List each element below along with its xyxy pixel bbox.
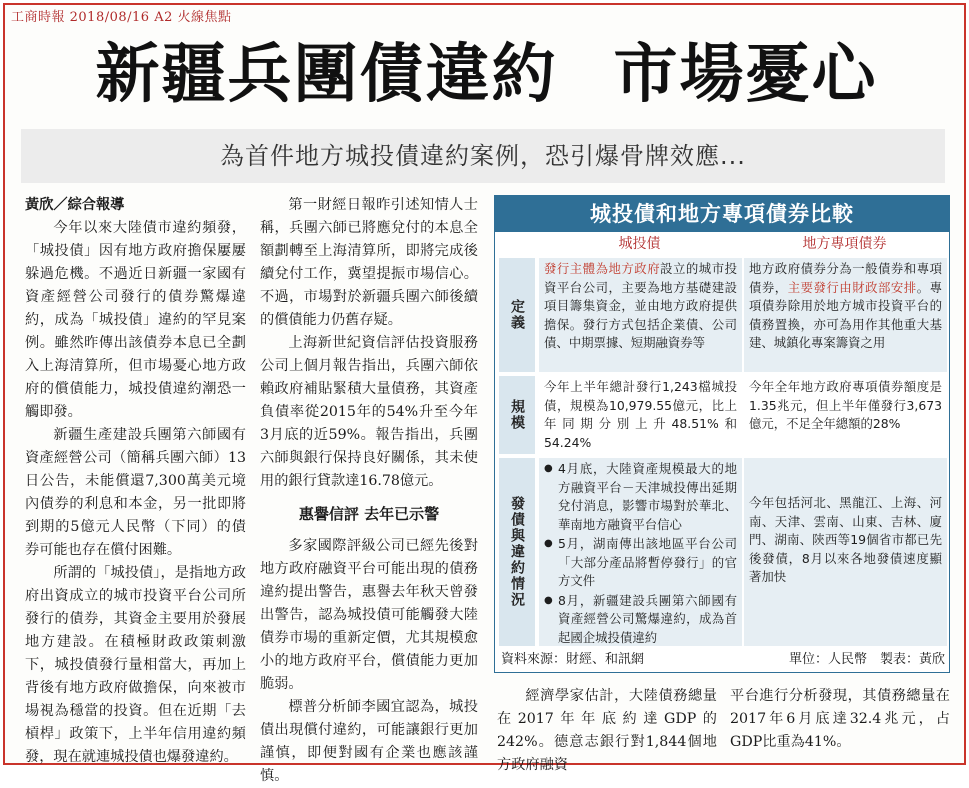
table-credit: 單位：人民幣 製表：黃欣 — [788, 652, 945, 667]
paragraph: 新疆生產建設兵團第六師國有資產經營公司（簡稱兵團六師）13日公告，未能償還7,300萬美元境內債券的利息和本金，另一批即將到期的5億元人民幣（下同）的債券可能也存在償付困難。 — [25, 427, 246, 558]
paragraph: 所謂的「城投債」，是指地方政府出資成立的城市投資平台公司所發行的債券，其資金主要用於發展地方建設。在積極財政政策刺激下，城投債發行量相當大，再加上背後有地方政府做擔保，向來被市場視為穩當的投資。但在近期「去槓桿」政策下，上半年信用違約頻發，現在就連城投債也爆發違約。 — [25, 565, 246, 765]
cell-text: 設立的城市投資平台公司，主要為地方基礎建設項目籌集資金，並由地方政府提供擔保。發行方式包括企業債、公司債、中期票據、短期融資券等 — [544, 261, 738, 350]
paragraph: 今年以來大陸債市違約頻發，「城投債」因有地方政府擔保屢屢躲過危機。不過近日新疆一家國有資產經營公司發行的債券驚爆違約，成為「城投債」違約的罕見案例。雖然昨傳出該債券本息已全劃入上海清算所，但市場憂心地方政府的償債能力，城投債違約潮恐一觸即發。 — [25, 220, 246, 420]
highlight-text: 發行主體為地方政府 — [544, 261, 661, 276]
paragraph: 第一財經日報昨引述知情人士稱，兵團六師已將應兌付的本息全額劃轉至上海清算所，即將完成後續兌付工作，冀望提振市場信心。不過，市場對於新疆兵團六師後續的償債能力仍舊存疑。 — [260, 197, 478, 328]
column-header-chengtou: 城投債 — [618, 236, 661, 252]
article-column-1 — [25, 194, 246, 769]
byline: 黃欣／綜合報導 — [25, 197, 125, 213]
list-item: ● 4月底，大陸資產規模最大的地方融資平台－天津城投傳出延期兌付消息，影響市場對於華北、華南地方融資平台信心 — [544, 460, 737, 534]
list-item: ● 5月，湖南傳出該地區平台公司「大部分產品將暫停發行」的官方文件 — [544, 535, 737, 591]
comparison-table — [494, 195, 950, 673]
situation-cell-chengtou — [539, 458, 742, 646]
list-item: ● 8月，新疆建設兵團第六師國有資產經營公司驚爆違約，成為首起國企城投債違約 — [544, 592, 737, 648]
paragraph: 經濟學家估計，大陸債務總量在2017年年底約達GDP的242%。德意志銀行對1,844個地方政府融資 — [497, 688, 717, 773]
situation-cell-special-bond: 今年包括河北、黑龍江、上海、河南、天津、雲南、山東、吉林、廈門、湖南、陝西等19個省市都已先後發債，8月以來各地發債速度顯著加快 — [744, 458, 947, 646]
subhead-band — [21, 129, 945, 183]
paragraph: 上海新世紀資信評估投資服務公司上個月報告指出，兵團六師依賴政府補貼緊積大量債務，其資產負債率從2015年的54%升至今年3月底的近59%。報告指出，兵團六師與銀行保持良好關係，其未使用的銀行貸款達16.78億元。 — [260, 335, 478, 489]
column-header-special-bond: 地方專項債券 — [802, 236, 887, 252]
highlight-text: 主要發行由財政部安排 — [787, 279, 917, 295]
cell-text: 。專項債券除用於地方城市投資平台的債務置換，亦可為用作其他重大基建、城鎮化專案籌資之用 — [749, 279, 943, 350]
source-line: 工商時報 2018/08/16 A2 火線焦點 — [11, 10, 232, 25]
cell-text: 地方政府債券分為一般債券和專項債券， — [749, 261, 942, 295]
table-title: 城投債和地方專項債券比較 — [495, 196, 949, 232]
scale-cell-chengtou: 今年上半年總計發行1,243檔城投債，規模為10,979.55億元，比上年同期分別上升48.51%和54.24% — [544, 379, 737, 450]
row-label-situation: 發債與違約情況 — [499, 458, 535, 646]
subhead: 為首件地方城投債違約案例，恐引爆骨牌效應... — [220, 142, 746, 170]
headline-part1: 新疆兵團債違約 — [95, 38, 558, 112]
table-source: 資料來源：財經、和訊網 — [501, 652, 645, 667]
definition-cell-special-bond — [744, 258, 947, 372]
page-frame — [3, 3, 966, 784]
table-footer — [501, 650, 945, 670]
paragraph: 標普分析師李國宜認為，城投債出現償付違約，可能讓銀行更加謹慎，即便對國有企業也應該謹慎。 — [260, 699, 478, 784]
paragraph: 多家國際評級公司已經先後對地方政府融資平台可能出現的債務違約提出警告，惠譽去年秋天曾發出警告，認為城投債可能觸發大陸債券市場的重新定價，尤其規模愈小的地方政府平台，償債能力更加脆弱。 — [260, 538, 478, 692]
article-column-3 — [497, 685, 717, 777]
scale-cell-special-bond: 今年全年地方政府專項債券額度是1.35兆元，但上半年僅發行3,673億元，不足全年總額的28% — [749, 379, 942, 431]
definition-cell-chengtou — [539, 258, 742, 372]
paragraph: 平台進行分析發現，其債務總量在2017年6月底達32.4兆元，占GDP比重為41%。 — [730, 688, 950, 750]
section-subtitle: 惠譽信評 去年已示警 — [298, 505, 440, 523]
row-label-definition: 定義 — [499, 258, 535, 372]
headline-part2: 市場憂心 — [613, 38, 878, 112]
row-label-scale: 規模 — [499, 376, 535, 454]
event-list — [544, 460, 737, 647]
headline — [5, 30, 968, 120]
article-column-2 — [260, 194, 478, 788]
article-column-4 — [730, 685, 950, 754]
